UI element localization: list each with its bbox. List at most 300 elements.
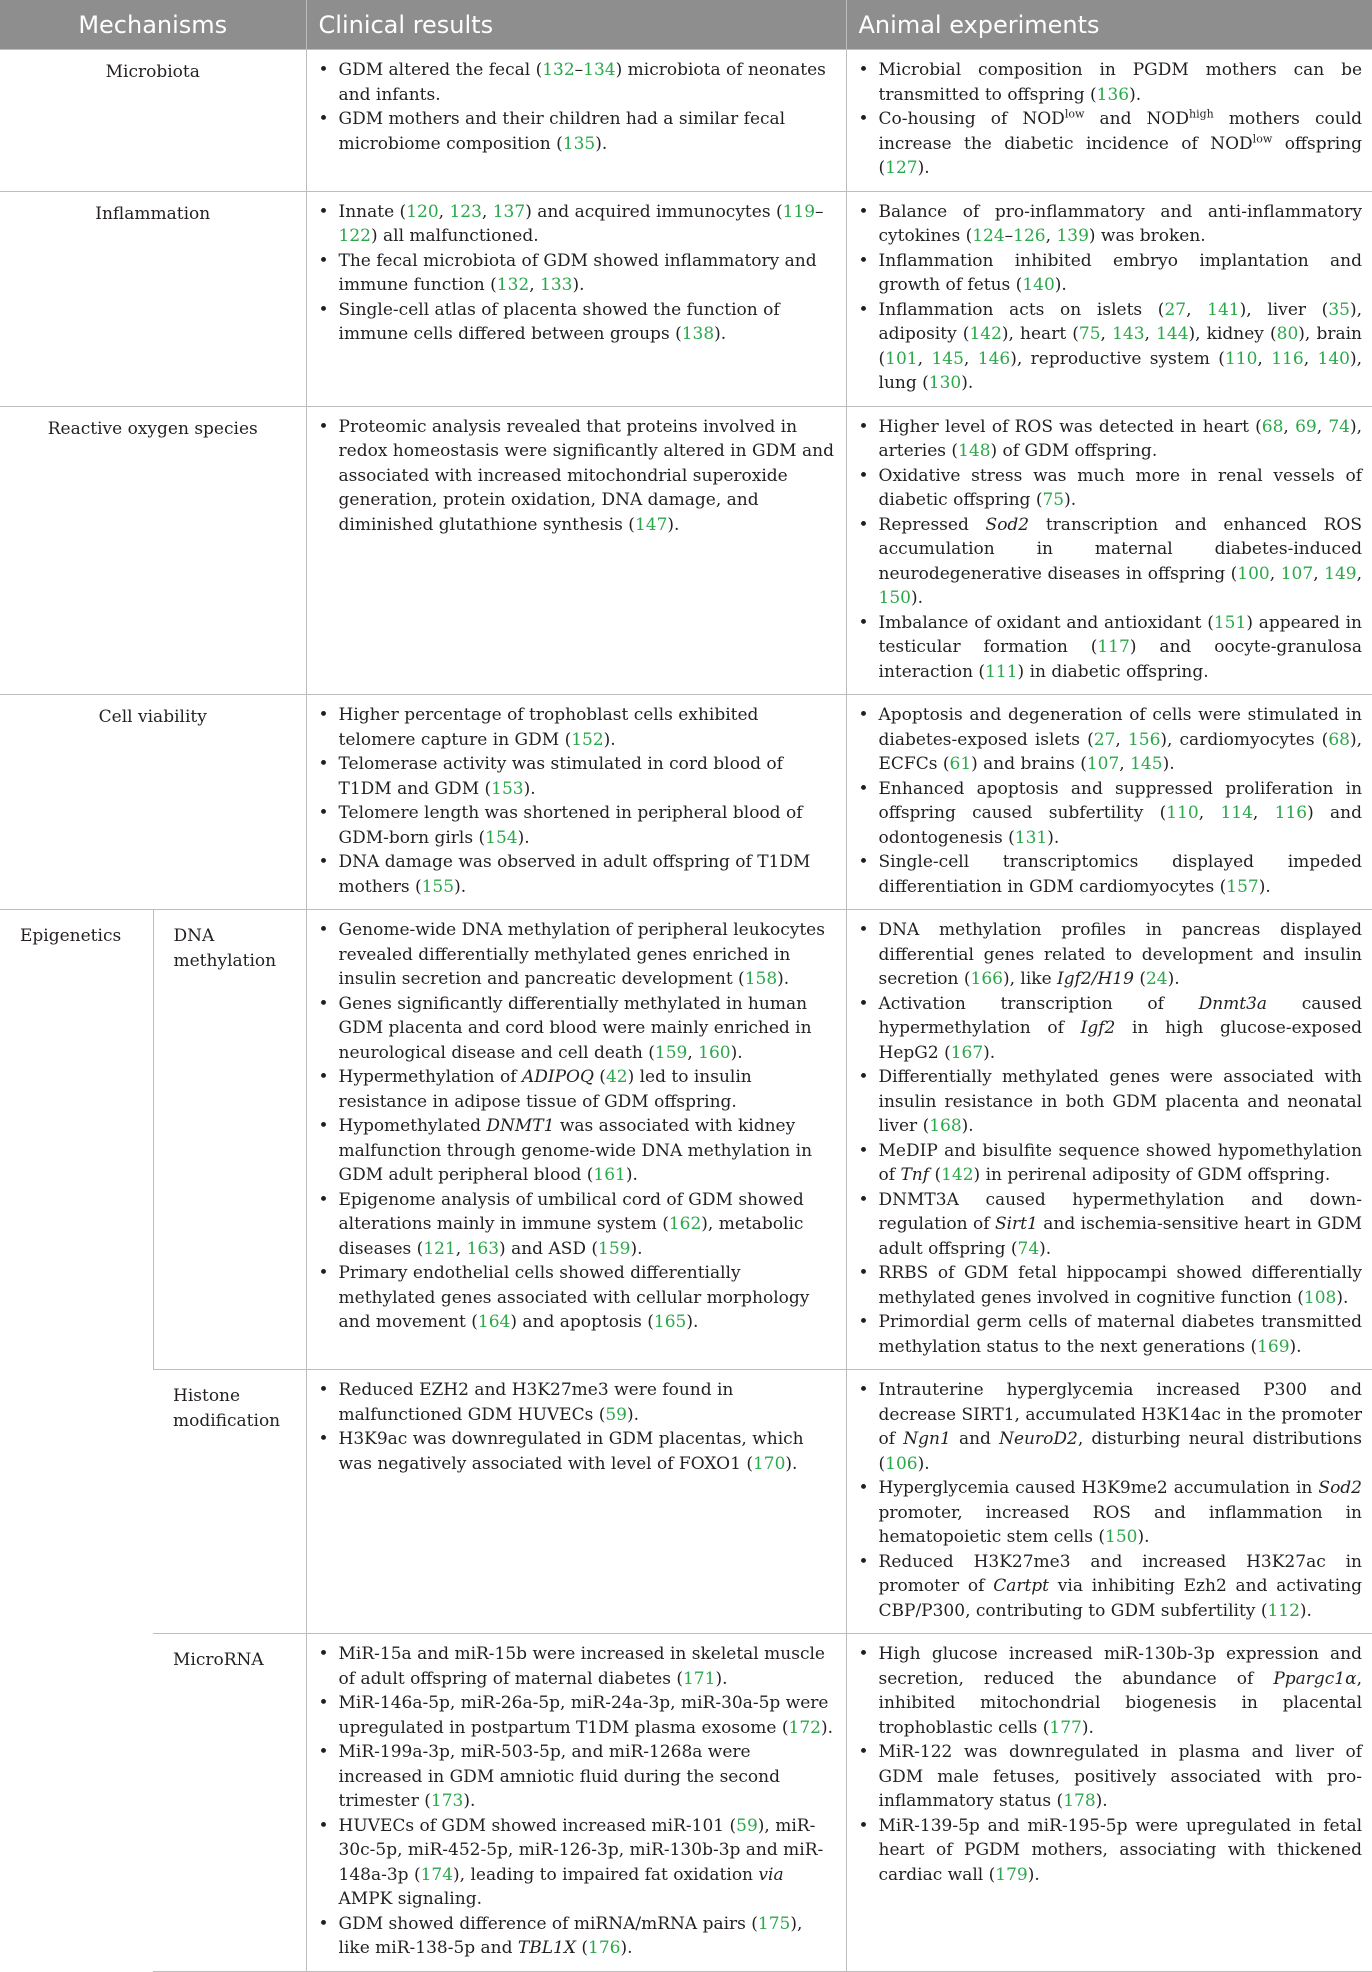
text-segment: ). (917, 1453, 930, 1474)
text-segment: ), arteries ( (878, 416, 1363, 461)
reference-link[interactable]: 164 (477, 1312, 511, 1332)
reference-link[interactable]: 166 (970, 969, 1003, 989)
italic-term: Sod2 (1318, 1478, 1363, 1498)
text-segment: Reduced H3K27me3 and increased H3K27ac in promoter of (878, 1551, 1363, 1596)
italic-term: Igf2/H19 (1057, 969, 1134, 989)
text-segment: Primary endothelial cells showed differentially methylated genes associated with cellular morphology and movement ( (338, 1263, 810, 1332)
text-segment: ). (910, 588, 924, 608)
text-segment: Higher percentage of trophoblast cells exhibited telomere capture in GDM ( (338, 705, 759, 750)
text-segment: ). (625, 1165, 638, 1185)
text-segment: ) and ASD ( (499, 1238, 599, 1259)
text-segment: ), reproductive system ( (1010, 348, 1225, 369)
text-segment: Repressed (878, 514, 986, 535)
reference-link[interactable]: 106 (885, 1453, 918, 1474)
reference-link[interactable]: 157 (1226, 876, 1259, 897)
text-segment: – (574, 60, 584, 80)
reference-link[interactable]: 75 (1078, 324, 1101, 344)
text-segment: mothers could increase the diabetic incidence of NOD (878, 109, 1363, 154)
bullet-item (317, 1691, 836, 1740)
clinical-results-cell (306, 406, 846, 695)
animal-experiments-cell (846, 1370, 1372, 1634)
clinical-results-list (317, 58, 836, 156)
text-segment: , (1313, 563, 1325, 584)
reference-link[interactable]: 122 (338, 226, 371, 246)
reference-link[interactable]: 127 (885, 158, 918, 178)
text-segment: ). (1167, 969, 1180, 989)
italic-term: Sirt1 (994, 1214, 1038, 1234)
text-segment: Reduced EZH2 and H3K27me3 were found in malfunctioned GDM HUVECs ( (338, 1380, 734, 1425)
text-segment: ), kidney ( (1188, 324, 1277, 344)
reference-link[interactable]: 171 (682, 1668, 716, 1689)
animal-experiments-list (857, 1378, 1363, 1623)
text-segment: – (1004, 226, 1014, 246)
bullet-item (317, 1114, 836, 1188)
reference-link[interactable]: 141 (1207, 299, 1240, 320)
mechanism-label: Microbiota (0, 50, 306, 192)
text-segment: ), brain ( (878, 324, 1362, 369)
reference-link[interactable]: 35 (1328, 299, 1350, 320)
text-segment: and (950, 1429, 1000, 1449)
reference-link[interactable]: 59 (605, 1404, 627, 1425)
text-segment: MiR-139-5p and miR-195-5p were upregulated in fetal heart of PGDM mothers, associating with thickened cardiac wall ( (878, 1815, 1363, 1885)
text-segment: ) all malfunctioned. (370, 226, 539, 246)
reference-link[interactable]: 135 (562, 133, 596, 154)
text-segment: Differentially methylated genes were associated with insulin resistance in both GDM placenta and neonatal liver ( (878, 1067, 1363, 1136)
text-segment: Co-housing of NOD (878, 109, 1065, 129)
reference-link[interactable]: 146 (977, 348, 1011, 369)
bullet-item (857, 918, 1363, 992)
text-segment: ). (1039, 1238, 1052, 1259)
reference-link[interactable]: 112 (1267, 1600, 1300, 1621)
reference-link[interactable]: 27 (1164, 299, 1187, 320)
italic-term: Cartpt (993, 1576, 1050, 1596)
row-cell-viability (0, 695, 1372, 910)
reference-link[interactable]: 111 (985, 661, 1018, 682)
mechanism-label: Cell viability (0, 695, 306, 910)
text-segment: ). (730, 1042, 743, 1063)
bullet-item (857, 464, 1363, 513)
text-segment: Primordial germ cells of maternal diabetes transmitted methylation status to the next generations ( (878, 1312, 1363, 1357)
reference-link[interactable]: 123 (449, 201, 482, 222)
reference-link[interactable]: 139 (1056, 226, 1089, 246)
text-segment: , (1316, 416, 1329, 437)
reference-link[interactable]: 108 (1303, 1287, 1337, 1308)
italic-term: Dnmt3a (1198, 993, 1268, 1014)
reference-link[interactable]: 150 (878, 588, 911, 608)
text-segment: via inhibiting Ezh2 and activating CBP/P300, contributing to GDM subfertility ( (878, 1576, 1363, 1621)
text-segment: The fecal microbiota of GDM showed inflammatory and immune function ( (338, 250, 817, 295)
reference-link[interactable]: 165 (653, 1312, 687, 1332)
reference-link[interactable]: 107 (1086, 754, 1120, 774)
text-segment: , (1045, 226, 1057, 246)
reference-link[interactable]: 119 (782, 201, 816, 222)
text-segment: , (1100, 324, 1113, 344)
bullet-item (317, 1378, 836, 1427)
italic-term: DNMT1 (486, 1116, 555, 1136)
clinical-results-list (317, 703, 836, 899)
animal-experiments-list (857, 200, 1363, 396)
text-segment: , (481, 201, 493, 222)
bullet-item (857, 1476, 1363, 1550)
text-segment: ), lung ( (878, 348, 1363, 393)
text-segment: Apoptosis and degeneration of cells were stimulated in diabetes-exposed islets ( (878, 705, 1363, 750)
text-segment: Genome-wide DNA methylation of peripheral leukocytes revealed differentially methylated genes enriched in insulin secretion and pancreatic development ( (338, 920, 825, 989)
reference-link[interactable]: 138 (681, 324, 715, 344)
text-segment: , (1115, 729, 1128, 750)
reference-link[interactable]: 132 (542, 60, 575, 80)
text-segment: Hypomethylated (338, 1116, 487, 1136)
reference-link[interactable]: 158 (744, 969, 778, 989)
text-segment: ( (593, 1067, 606, 1087)
reference-link[interactable]: 178 (1063, 1791, 1096, 1811)
reference-link[interactable]: 163 (466, 1238, 500, 1259)
text-segment: Hypermethylation of (338, 1067, 522, 1087)
reference-link[interactable]: 145 (1130, 754, 1163, 774)
bullet-item (317, 58, 836, 107)
text-segment: ). (595, 133, 608, 154)
italic-term: TBL1X (517, 1938, 576, 1958)
text-segment: MiR-199a-3p, miR-503-5p, and miR-1268a were increased in GDM amniotic fluid during the second trimester ( (338, 1742, 780, 1811)
animal-experiments-cell (846, 191, 1372, 406)
reference-link[interactable]: 152 (571, 729, 604, 750)
text-segment: ). (523, 778, 536, 799)
text-segment: ). (1064, 490, 1077, 510)
text-segment: Telomere length was shortened in peripheral blood of GDM-born girls ( (338, 803, 803, 848)
reference-link[interactable]: 161 (593, 1165, 626, 1185)
header-animal-experiments: Animal experiments (846, 0, 1372, 50)
text-segment: Proteomic analysis revealed that proteins involved in redox homeostasis were significantly altered in GDM and associated with increased mitochondrial superoxide generation, protein oxidation, DNA damage, and diminished glutathione synthesis ( (338, 416, 834, 535)
text-segment: ), ECFCs ( (878, 729, 1363, 774)
reference-link[interactable]: 177 (1049, 1717, 1082, 1738)
text-segment: ). (627, 1404, 640, 1425)
text-segment: ). (983, 1042, 996, 1063)
mechanism-label: Inflammation (0, 191, 306, 406)
text-segment: AMPK signaling. (338, 1889, 482, 1909)
reference-link[interactable]: 75 (1042, 490, 1065, 510)
text-segment: ( (1133, 969, 1146, 989)
text-segment: GDM altered the fecal ( (338, 60, 543, 80)
clinical-results-list (317, 918, 836, 1335)
bullet-item (857, 1188, 1363, 1262)
text-segment: , (455, 1238, 467, 1259)
reference-link[interactable]: 179 (995, 1864, 1028, 1885)
text-segment: , (687, 1042, 699, 1063)
reference-link[interactable]: 132 (496, 275, 530, 295)
reference-link[interactable]: 107 (1280, 563, 1314, 584)
reference-link[interactable]: 174 (420, 1864, 454, 1885)
mechanism-label-epigenetics: Epigenetics (0, 910, 153, 1972)
text-segment: ) and oocyte-granulosa interaction ( (878, 637, 1363, 682)
clinical-results-list (317, 1378, 836, 1476)
text-segment: Inflammation acts on islets ( (878, 299, 1165, 320)
text-segment: , (1283, 416, 1296, 437)
reference-link[interactable]: 24 (1145, 969, 1168, 989)
italic-term: Tnf (900, 1165, 930, 1185)
reference-link[interactable]: 42 (605, 1067, 628, 1087)
bullet-item (317, 298, 836, 347)
text-segment: Single-cell atlas of placenta showed the function of immune cells differed between groups ( (338, 299, 780, 344)
reference-link[interactable]: 80 (1276, 324, 1299, 344)
reference-link[interactable]: 124 (972, 226, 1005, 246)
text-segment: and ischemia-sensitive heart in GDM adult offspring ( (878, 1214, 1363, 1259)
submechanism-label: DNA methylation (153, 910, 306, 1370)
reference-link[interactable]: 100 (1237, 563, 1270, 584)
header-mechanisms: Mechanisms (0, 0, 306, 50)
text-segment: DNMT3A caused hypermethylation and down-regulation of (878, 1189, 1363, 1234)
reference-link[interactable]: 120 (406, 201, 439, 222)
reference-link[interactable]: 150 (1105, 1527, 1138, 1547)
reference-link[interactable]: 110 (1166, 803, 1199, 823)
text-segment: Oxidative stress was much more in renal vessels of diabetic offspring ( (878, 465, 1363, 510)
reference-link[interactable]: 130 (928, 373, 962, 393)
bullet-item (317, 1065, 836, 1114)
animal-experiments-list (857, 58, 1363, 181)
text-segment: ) led to insulin resistance in adipose tissue of GDM offspring. (338, 1067, 752, 1112)
text-segment: HUVECs of GDM showed increased miR-101 ( (338, 1815, 737, 1836)
text-segment: ) microbiota of neonates and infants. (338, 60, 826, 105)
reference-link[interactable]: 176 (588, 1938, 621, 1958)
animal-experiments-cell (846, 910, 1372, 1370)
reference-link[interactable]: 168 (929, 1116, 962, 1136)
italic-term: NeuroD2 (999, 1429, 1078, 1449)
reference-link[interactable]: 159 (654, 1042, 688, 1063)
text-segment: – (815, 201, 824, 222)
bullet-item (317, 249, 836, 298)
bullet-item (857, 1065, 1363, 1139)
reference-link[interactable]: 143 (1112, 324, 1145, 344)
text-segment: , (1356, 563, 1363, 584)
animal-experiments-cell (846, 695, 1372, 910)
bullet-item (317, 1642, 836, 1691)
reference-link[interactable]: 160 (698, 1042, 731, 1063)
italic-term: Ngn1 (903, 1429, 951, 1449)
bullet-item (317, 850, 836, 899)
reference-link[interactable]: 175 (757, 1913, 791, 1934)
text-segment: was associated with kidney malfunction through genome-wide DNA methylation in GDM adult peripheral blood ( (338, 1116, 813, 1185)
bullet-item (857, 1310, 1363, 1359)
bullet-item (857, 992, 1363, 1066)
text-segment: ), heart ( (1001, 324, 1079, 344)
reference-link[interactable]: 154 (485, 827, 518, 848)
clinical-results-list (317, 200, 836, 347)
text-segment: ) in perirenal adiposity of GDM offspring. (973, 1165, 1331, 1185)
text-segment: ). (517, 827, 530, 848)
reference-link[interactable]: 145 (931, 348, 964, 369)
text-segment: ). (820, 1717, 834, 1738)
text-segment: ), metabolic diseases ( (338, 1214, 804, 1259)
reference-link[interactable]: 121 (423, 1238, 456, 1259)
text-segment: , (529, 275, 541, 295)
bullet-item (857, 1642, 1363, 1740)
text-segment: , (1257, 348, 1272, 369)
animal-experiments-cell (846, 406, 1372, 695)
reference-link[interactable]: 27 (1093, 729, 1116, 750)
reference-link[interactable]: 151 (1213, 612, 1247, 633)
text-segment: ). (463, 1791, 476, 1811)
reference-link[interactable]: 74 (1017, 1238, 1040, 1259)
bullet-item (317, 1814, 836, 1912)
clinical-results-cell (306, 910, 846, 1370)
bullet-item (857, 1378, 1363, 1476)
text-segment: , (1252, 803, 1275, 823)
bullet-item (317, 992, 836, 1066)
text-segment: DNA damage was observed in adult offspring of T1DM mothers ( (338, 852, 811, 897)
text-segment: ). (1047, 827, 1060, 848)
reference-link[interactable]: 167 (950, 1042, 984, 1063)
bullet-item (317, 1912, 836, 1961)
reference-link[interactable]: 153 (491, 778, 524, 799)
reference-link[interactable]: 126 (1013, 226, 1046, 246)
reference-link[interactable]: 140 (1022, 275, 1055, 295)
bullet-item (317, 107, 836, 156)
text-segment: ), leading to impaired fat oxidation (453, 1864, 759, 1885)
text-segment: Genes significantly differentially methylated in human GDM placenta and cord blood were mainly enriched in neurological disease and cell death ( (338, 993, 812, 1063)
text-segment: ) and apoptosis ( (510, 1312, 654, 1332)
text-segment: ), liver ( (1239, 299, 1329, 320)
reference-link[interactable]: 69 (1295, 416, 1317, 437)
bullet-item (857, 200, 1363, 249)
clinical-results-cell (306, 191, 846, 406)
reference-link[interactable]: 68 (1328, 729, 1350, 750)
clinical-results-cell (306, 695, 846, 910)
reference-link[interactable]: 172 (788, 1717, 821, 1738)
text-segment: ), cardiomyocytes ( (1160, 729, 1329, 750)
text-segment: MiR-146a-5p, miR-26a-5p, miR-24a-3p, miR-30a-5p were upregulated in postpartum T1DM plasma exosome ( (338, 1693, 829, 1738)
reference-link[interactable]: 136 (1096, 84, 1130, 105)
reference-link[interactable]: 61 (949, 754, 972, 774)
bullet-item (857, 850, 1363, 899)
reference-link[interactable]: 169 (1257, 1336, 1290, 1357)
superscript: high (1189, 107, 1214, 121)
text-segment: Balance of pro-inflammatory and anti-inflammatory cytokines ( (878, 201, 1363, 246)
reference-link[interactable]: 68 (1261, 416, 1284, 437)
animal-experiments-list (857, 703, 1363, 899)
animal-experiments-list (857, 415, 1363, 685)
text-segment: ). (686, 1312, 699, 1332)
reference-link[interactable]: 114 (1220, 803, 1253, 823)
text-segment: ). (715, 1668, 728, 1689)
reference-link[interactable]: 147 (634, 514, 668, 535)
text-segment: ). (454, 876, 467, 897)
text-segment: Microbial composition in PGDM mothers can be transmitted to offspring ( (878, 60, 1363, 105)
text-segment: , (1119, 754, 1131, 774)
clinical-results-list (317, 415, 836, 538)
text-segment: ). (572, 275, 585, 295)
reference-link[interactable]: 117 (1097, 637, 1130, 657)
reference-link[interactable]: 144 (1156, 324, 1189, 344)
text-segment: ). (667, 514, 680, 535)
text-segment: Imbalance of oxidant and antioxidant ( (878, 612, 1214, 633)
bullet-item (857, 415, 1363, 464)
text-segment: ). (1336, 1287, 1349, 1308)
reference-link[interactable]: 137 (492, 201, 526, 222)
row-inflammation (0, 191, 1372, 406)
reference-link[interactable]: 170 (752, 1453, 786, 1474)
reference-link[interactable]: 131 (1014, 827, 1048, 848)
bullet-item (857, 249, 1363, 298)
reference-link[interactable]: 59 (736, 1815, 758, 1836)
reference-link[interactable]: 148 (958, 441, 991, 461)
reference-link[interactable]: 156 (1127, 729, 1161, 750)
reference-link[interactable]: 159 (598, 1238, 631, 1259)
text-segment: ) and brains ( (971, 754, 1087, 774)
text-segment: Innate ( (338, 201, 407, 222)
reference-link[interactable]: 116 (1274, 803, 1308, 823)
bullet-item (857, 703, 1363, 777)
text-segment: Hyperglycemia caused H3K9me2 accumulation in (878, 1478, 1319, 1498)
text-segment: ). (630, 1238, 643, 1259)
reference-link[interactable]: 110 (1224, 348, 1258, 369)
text-segment: , disturbing neural distributions ( (878, 1429, 1363, 1474)
text-segment: ( (929, 1165, 942, 1185)
animal-experiments-cell (846, 1634, 1372, 1972)
reference-link[interactable]: 173 (430, 1791, 464, 1811)
bullet-item (317, 703, 836, 752)
superscript: low (1252, 131, 1273, 145)
reference-link[interactable]: 142 (941, 1165, 974, 1185)
text-segment: ) and odontogenesis ( (878, 803, 1363, 848)
reference-link[interactable]: 101 (885, 348, 918, 369)
text-segment: Activation transcription of (878, 993, 1199, 1014)
italic-term: via (758, 1864, 784, 1885)
reference-link[interactable]: 142 (969, 324, 1002, 344)
text-segment: caused hypermethylation of (878, 993, 1363, 1038)
clinical-results-cell (306, 1370, 846, 1634)
clinical-results-cell (306, 1634, 846, 1972)
bullet-item (857, 1740, 1363, 1814)
text-segment: , (1198, 803, 1221, 823)
reference-link[interactable]: 162 (668, 1214, 702, 1234)
bullet-item (857, 777, 1363, 851)
reference-link[interactable]: 149 (1324, 563, 1357, 584)
text-segment: , inhibited mitochondrial biogenesis in placental trophoblastic cells ( (878, 1668, 1363, 1738)
text-segment: ) in diabetic offspring. (1017, 661, 1209, 682)
bullet-item (317, 1261, 836, 1335)
reference-link[interactable]: 155 (421, 876, 455, 897)
reference-link[interactable]: 134 (583, 60, 616, 80)
text-segment: , (917, 348, 932, 369)
text-segment: MiR-15a and miR-15b were increased in skeletal muscle of adult offspring of maternal diabetes ( (338, 1644, 825, 1689)
text-segment: ( (575, 1938, 589, 1958)
text-segment: ). (1027, 1864, 1040, 1885)
reference-link[interactable]: 133 (540, 275, 573, 295)
italic-term: Ppargc1α (1273, 1668, 1357, 1689)
bullet-item (857, 611, 1363, 685)
text-segment: , (1144, 324, 1157, 344)
italic-term: Igf2 (1080, 1018, 1116, 1038)
reference-link[interactable]: 140 (1317, 348, 1350, 369)
animal-experiments-cell (846, 50, 1372, 192)
bullet-item (857, 58, 1363, 107)
text-segment: ), adiposity ( (878, 299, 1363, 344)
text-segment: ). (1162, 754, 1175, 774)
bullet-item (857, 1550, 1363, 1624)
bullet-item (317, 1740, 836, 1814)
reference-link[interactable]: 74 (1328, 416, 1350, 437)
bullet-item (857, 1814, 1363, 1888)
text-segment: , (438, 201, 450, 222)
reference-link[interactable]: 116 (1271, 348, 1304, 369)
submechanism-label: MicroRNA (153, 1634, 306, 1972)
text-segment: ). (785, 1453, 798, 1474)
text-segment: ). (603, 729, 616, 750)
bullet-item (317, 1188, 836, 1262)
row-microrna (0, 1634, 1372, 1972)
italic-term: ADIPOQ (521, 1067, 594, 1087)
text-segment: ). (1137, 1527, 1150, 1547)
header-row (0, 0, 1372, 50)
text-segment: ). (1299, 1600, 1312, 1621)
